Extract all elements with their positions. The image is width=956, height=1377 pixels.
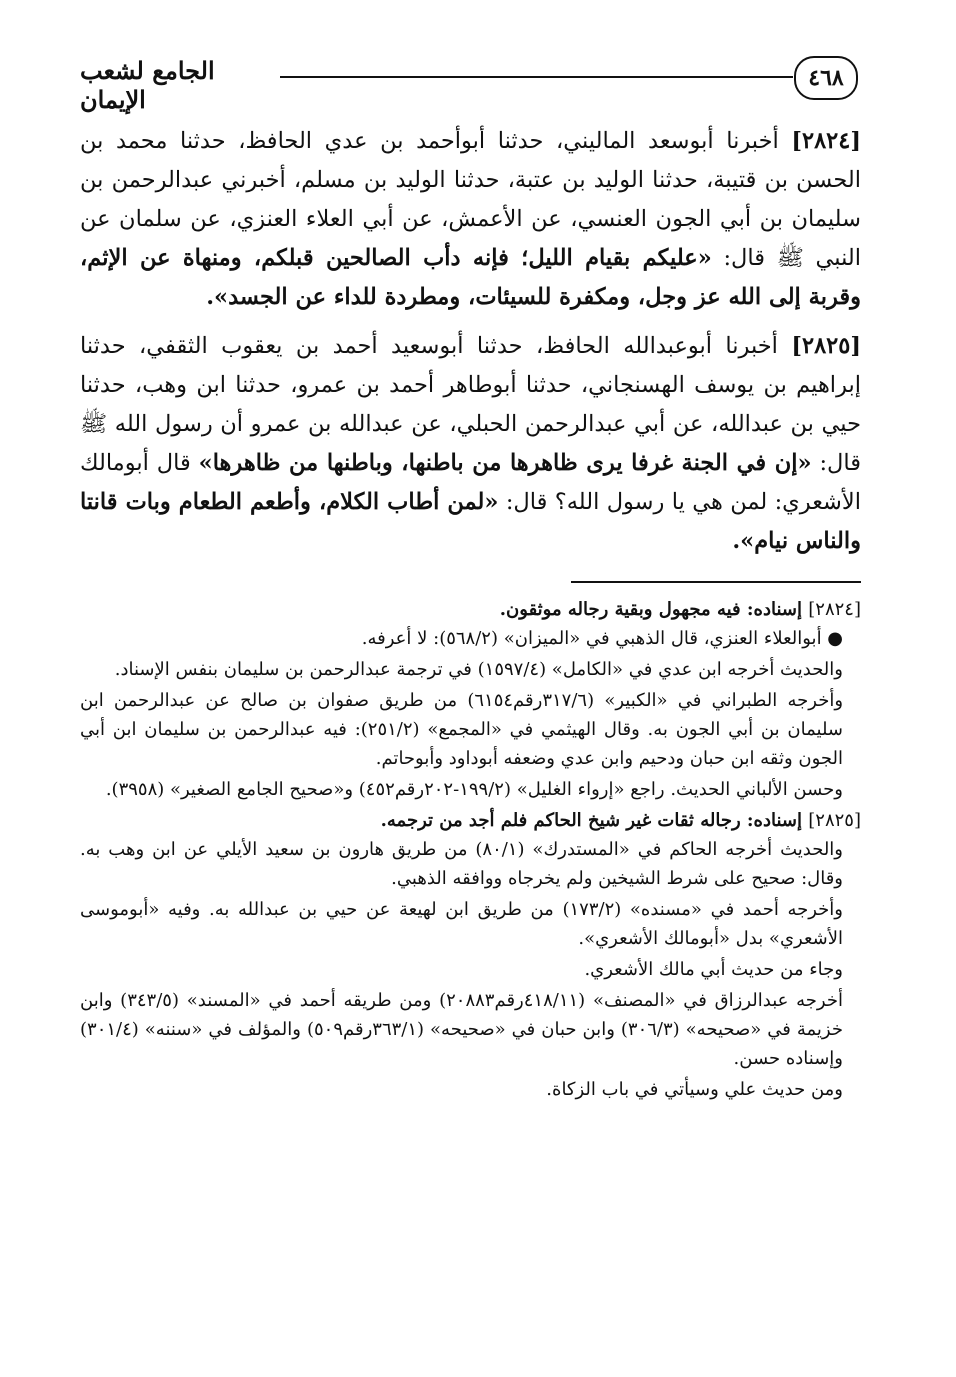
hadith-2824 bbox=[80, 122, 861, 317]
footnotes bbox=[80, 595, 861, 1104]
hadith-isnad: أخبرنا أبوسعد الماليني، حدثنا أبوأحمد بن عدي الحافظ، حدثنا محمد بن الحسن بن قتيبة، حدثنا الوليد بن عتبة، حدثنا الوليد بن مسلم، أخبرني عبدالرحمن بن سليمان بن أبي الجون العنسي، عن الأعمش، عن أبي العلاء العنزي، عن سلمان عن النبي ﷺ قال: bbox=[80, 128, 861, 271]
footnote-item: ● أبوالعلاء العنزي، قال الذهبي في «الميزان» (٥٦٨/٢): لا أعرفه. bbox=[361, 628, 843, 649]
footnote-item: والحديث أخرجه ابن عدي في «الكامل» (١٥٩٧/٤) في ترجمة عبدالرحمن بن سليمان بنفس الإسناد. bbox=[114, 659, 843, 680]
footnote-grading: إسناده: فيه مجهول وبقية رجاله موثقون. bbox=[499, 599, 809, 620]
footnote-item: أخرجه عبدالرزاق في «المصنف» (٤١٨/١١رقم٢٠٨٨٣) ومن طريقه أحمد في «المسند» (٣٤٣/٥) وابن خزيمة في «صحيحه» (٣٠٦/٣) وابن حبان في «صحيحه» (٣٦٣/١رقم٥٠٩) والمؤلف في «سننه» (٣٠١/٤) وإسناده حسن. bbox=[80, 990, 843, 1069]
footnote-2825-head bbox=[80, 806, 861, 835]
hadith-matn: «عليكم بقيام الليل؛ فإنه دأب الصالحين قبلكم، ومنهاة عن الإثم، وقربة إلى الله عز وجل، ومكفرة للسيئات، ومطردة للداء عن الجسد». bbox=[80, 245, 861, 310]
hadith-matn-answer: «لمن أطاب الكلام، وأطعم الطعام وبات قانتا والناس نيام». bbox=[80, 489, 861, 554]
main-text bbox=[80, 122, 861, 561]
footnote-label: [٢٨٢٥] bbox=[808, 810, 861, 831]
hadith-2825 bbox=[80, 327, 861, 561]
footnote-separator bbox=[571, 581, 861, 583]
footnote-item: والحديث أخرجه الحاكم في «المستدرك» (٨٠/١) من طريق هارون بن سعيد الأيلي عن ابن وهب به. وقال: صحيح على شرط الشيخين ولم يخرجاه ووافقه الذهبي. bbox=[80, 839, 843, 889]
footnote-item: وأخرجه أحمد في «مسنده» (١٧٣/٢) من طريق ابن لهيعة عن حيي بن عبدالله به. وفيه «أبوموسى الأشعري» بدل «أبومالك الأشعري». bbox=[80, 899, 843, 949]
hadith-isnad: أخبرنا أبوعبدالله الحافظ، حدثنا أبوسعيد أحمد بن يعقوب الثقفي، حدثنا إبراهيم بن يوسف الهسنجاني، حدثنا أبوطاهر أحمد بن عمرو، حدثنا ابن وهب، حدثنا حيي بن عبدالله، عن أبي عبدالرحمن الحبلي، عن عبدالله بن عمرو أن رسول الله ﷺ قال: bbox=[80, 333, 861, 476]
page-number: ٤٦٨ bbox=[794, 56, 858, 100]
footnote-item: وجاء من حديث أبي مالك الأشعري. bbox=[584, 959, 843, 980]
footnote-grading: إسناده: رجاله ثقات غير شيخ الحاكم فلم أجد من ترجمه. bbox=[380, 810, 809, 831]
footnote-label: [٢٨٢٤] bbox=[808, 599, 861, 620]
hadith-question: قال أبومالك الأشعري: لمن هي يا رسول الله؟ قال: bbox=[80, 450, 861, 515]
footnote-item: وأخرجه الطبراني في «الكبير» (٣١٧/٦رقم٦١٥٤) من طريق صفوان بن صالح عن عبدالرحمن ابن سليمان بن أبي الجون به. وقال الهيثمي في «المجمع» (٢٥١/٢): فيه عبدالرحمن بن سليمان ابن أبي الجون وثقه ابن حبان ودحيم وابن عدي وضعفه أبوداود وأبوحاتم. bbox=[80, 690, 844, 769]
hadith-matn: «إن في الجنة غرفا يرى ظاهرها من باطنها، وباطنها من ظاهرها» bbox=[198, 450, 812, 476]
book-title: الجامع لشعب الإيمان bbox=[80, 56, 215, 114]
footnote-item: وحسن الألباني الحديث. راجع «إرواء الغليل» (١٩٩/٢-٢٠٢رقم٤٥٢) و«صحيح الجامع الصغير» (٣٩٥٨). bbox=[105, 779, 843, 800]
page-header bbox=[80, 40, 861, 114]
header-rule bbox=[280, 76, 793, 78]
hadith-number: [٢٨٢٥] bbox=[791, 333, 861, 359]
hadith-number: [٢٨٢٤] bbox=[791, 128, 861, 154]
footnote-2824-head bbox=[80, 595, 861, 624]
footnote-item: ومن حديث علي وسيأتي في باب الزكاة. bbox=[546, 1079, 843, 1100]
